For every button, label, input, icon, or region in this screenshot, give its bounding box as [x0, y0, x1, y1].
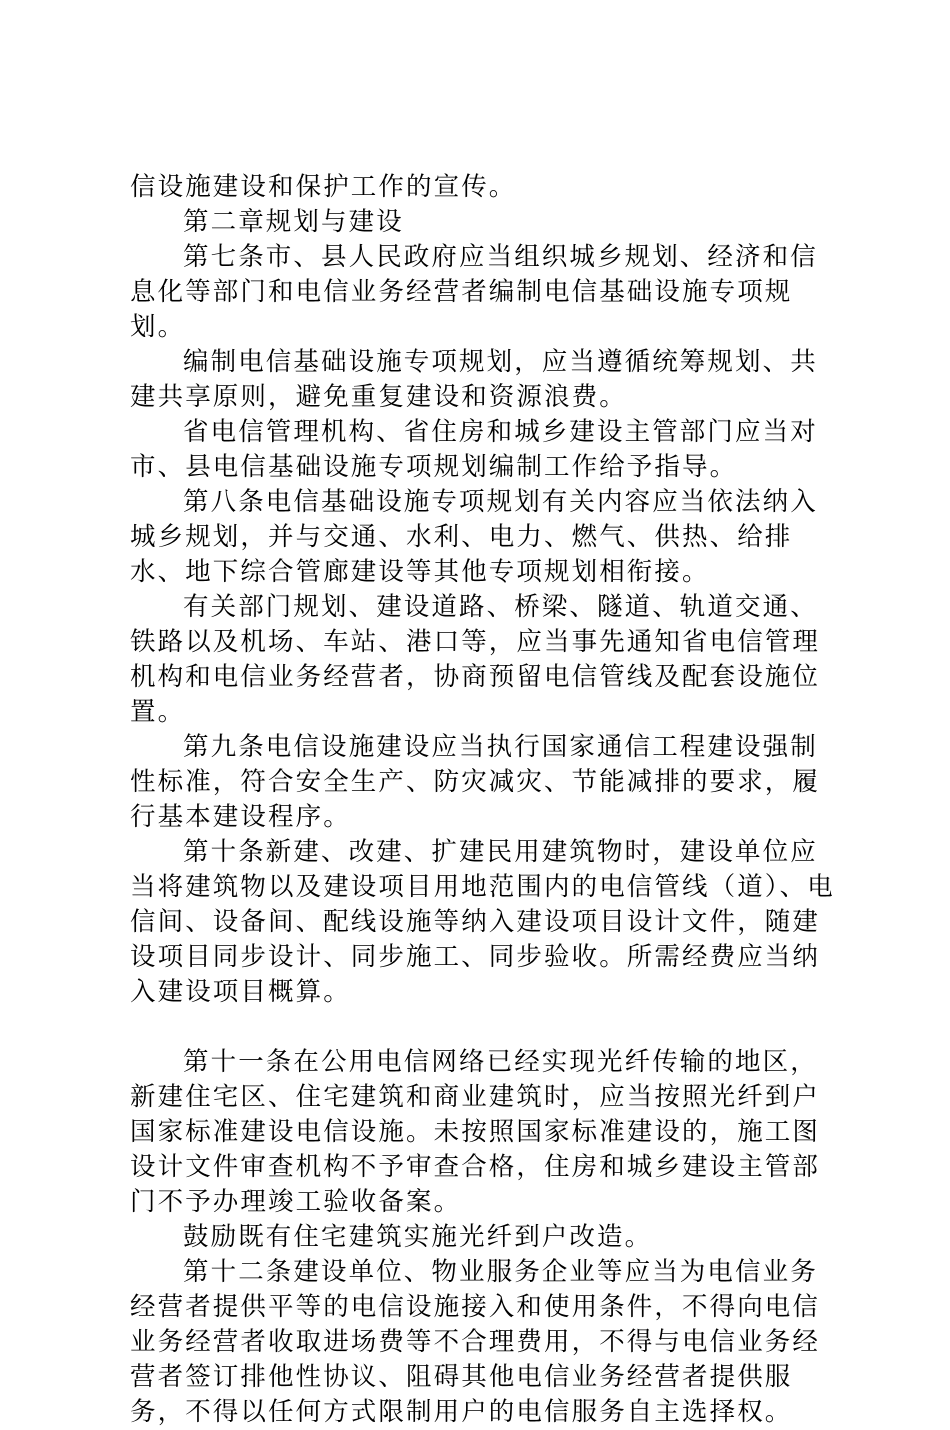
article-7-paragraph-2: 编制电信基础设施专项规划，应当遵循统筹规划、共建共享原则，避免重复建设和资源浪费。: [130, 347, 818, 412]
article-8-paragraph-2: 有关部门规划、建设道路、桥梁、隧道、轨道交通、铁路以及机场、车站、港口等，应当事先通知省电信管理机构和电信业务经营者，协商预留电信管线及配套设施位置。: [130, 592, 821, 727]
document-body: [130, 170, 845, 1430]
article-7-paragraph-3: 省电信管理机构、省住房和城乡建设主管部门应当对市、县电信基础设施专项规划编制工作给予指导。: [130, 417, 818, 482]
article-9: 第九条电信设施建设应当执行国家通信工程建设强制性标准，符合安全生产、防灾减灾、节能减排的要求，履行基本建设程序。: [130, 732, 821, 832]
paragraph-gap: [130, 1010, 845, 1045]
article-11-paragraph-2: 鼓励既有住宅建筑实施光纤到户改造。: [183, 1222, 653, 1252]
article-8: 第八条电信基础设施专项规划有关内容应当依法纳入城乡规划，并与交通、水利、电力、燃气、供热、给排水、地下综合管廊建设等其他专项规划相衔接。: [130, 487, 818, 587]
article-12: 第十二条建设单位、物业服务企业等应当为电信业务经营者提供平等的电信设施接入和使用条件，不得向电信业务经营者收取进场费等不合理费用，不得与电信业务经营者签订排他性协议、阻碍其他电信业务经营者提供服务，不得以任何方式限制用户的电信服务自主选择权。: [130, 1257, 821, 1427]
paragraph-continuation: 信设施建设和保护工作的宣传。: [130, 172, 517, 202]
article-7: 第七条市、县人民政府应当组织城乡规划、经济和信息化等部门和电信业务经营者编制电信基础设施专项规划。: [130, 242, 818, 342]
chapter-heading: 第二章规划与建设: [183, 207, 404, 237]
article-11: 第十一条在公用电信网络已经实现光纤传输的地区，新建住宅区、住宅建筑和商业建筑时，应当按照光纤到户国家标准建设电信设施。未按照国家标准建设的，施工图设计文件审查机构不予审查合格，住房和城乡建设主管部门不予办理竣工验收备案。: [130, 1047, 821, 1217]
article-10: 第十条新建、改建、扩建民用建筑物时，建设单位应当将建筑物以及建设项目用地范围内的电信管线（道）、电信间、设备间、配线设施等纳入建设项目设计文件，随建设项目同步设计、同步施工、同步验收。所需经费应当纳入建设项目概算。: [130, 837, 835, 1007]
